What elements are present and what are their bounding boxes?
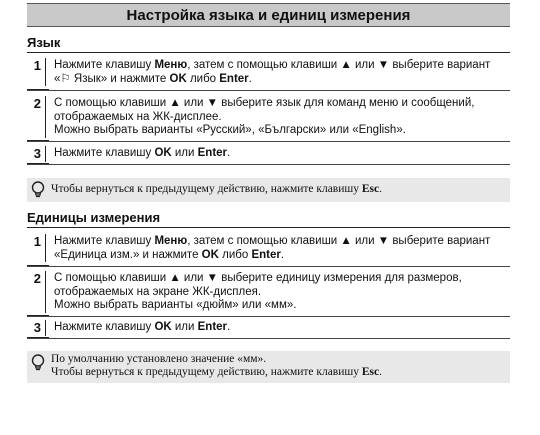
step-number: 3 xyxy=(33,146,41,161)
language-step-2 xyxy=(27,96,510,138)
step-text: Нажмите клавишу OK или Enter. xyxy=(54,321,231,333)
step-text: С помощью клавиши ▲ или ▼ выберите язык для команд меню и сообщений, отображаемых на ЖК-дисплее. Можно выбрать варианты «Русский», «Български» или «English». xyxy=(54,97,475,136)
language-step-1 xyxy=(27,58,510,86)
step-text: Нажмите клавишу Меню, затем с помощью клавиши ▲ или ▼ выберите вариант «⚐ Язык» и нажмите OK либо Enter. xyxy=(54,59,491,85)
section-heading-language: Язык xyxy=(27,35,61,50)
units-step-1 xyxy=(27,234,510,262)
step-text: Нажмите клавишу Меню, затем с помощью клавиши ▲ или ▼ выберите вариант «Единица изм.» и нажмите OK либо Enter. xyxy=(54,235,491,261)
flag-icon: ⚐ xyxy=(60,72,71,85)
step-divider xyxy=(27,338,510,339)
step-text: С помощью клавиши ▲ или ▼ выберите единицу измерения для размеров, отображаемых на экране ЖК-дисплея. Можно выбрать варианты «дюйм» или «мм». xyxy=(54,272,462,311)
lightbulb-icon xyxy=(27,178,49,199)
step-number: 1 xyxy=(33,234,41,249)
step-bar xyxy=(45,234,46,262)
language-step-3 xyxy=(27,146,510,162)
step-number: 2 xyxy=(33,271,41,286)
step-divider xyxy=(27,316,510,317)
step-bar xyxy=(45,320,46,336)
note-text: Чтобы вернуться к предыдущему действию, нажмите клавишу Esc. xyxy=(51,183,382,195)
note-text: По умолчанию установлено значение «мм». Чтобы вернуться к предыдущему действию, нажмите клавишу Esc. xyxy=(51,353,382,378)
section-divider xyxy=(27,52,510,53)
step-divider xyxy=(27,90,510,91)
note-language xyxy=(27,178,510,202)
section-heading-units: Единицы измерения xyxy=(27,210,161,225)
step-number: 2 xyxy=(33,96,41,111)
step-number: 1 xyxy=(33,58,41,73)
units-step-2 xyxy=(27,271,510,313)
step-bar xyxy=(45,146,46,162)
step-text: Нажмите клавишу OK или Enter. xyxy=(54,147,231,159)
page-title: Настройка языка и единиц измерения xyxy=(27,3,510,27)
step-divider xyxy=(27,141,510,142)
step-bar xyxy=(45,271,46,313)
step-divider xyxy=(27,164,510,165)
step-bar xyxy=(45,58,46,86)
step-number: 3 xyxy=(33,320,41,335)
units-step-3 xyxy=(27,320,510,336)
section-divider xyxy=(27,227,510,228)
step-divider xyxy=(27,266,510,267)
note-units xyxy=(27,351,510,383)
step-bar xyxy=(45,96,46,138)
lightbulb-icon xyxy=(27,351,49,372)
